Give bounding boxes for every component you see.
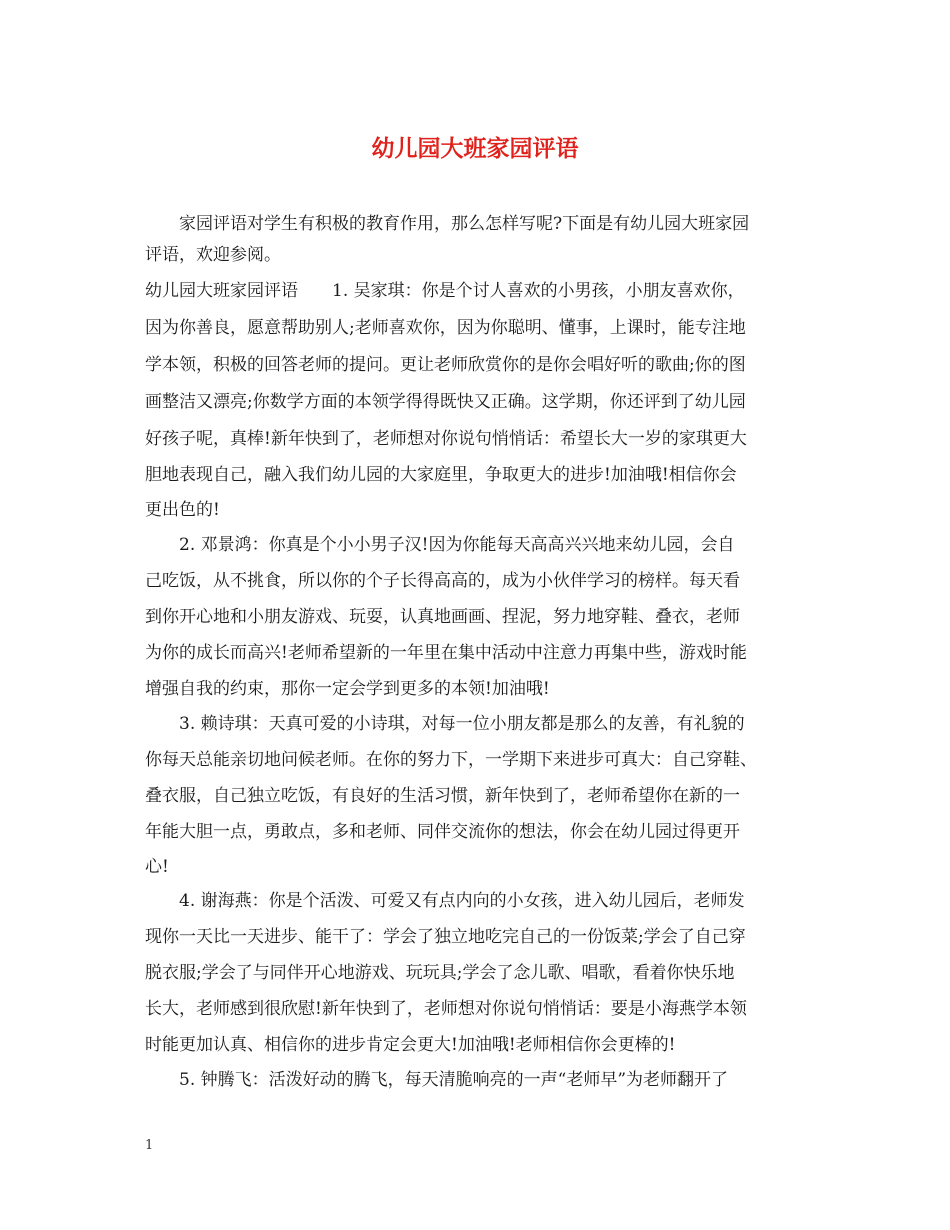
document-title: 幼儿园大班家园评语 xyxy=(371,135,579,162)
text-line: 胆地表现自己，融入我们幼儿园的大家庭里，争取更大的进步!加油哦!相信你会 xyxy=(145,465,737,485)
text-line: 5. 钟腾飞：活泼好动的腾飞，每天清脆响亮的一声“老师早”为老师翻开了 xyxy=(179,1070,729,1090)
text-line: 为你的成长而高兴!老师希望新的一年里在集中活动中注意力再集中些，游戏时能 xyxy=(145,643,747,663)
text-line: 增强自我的约束，那你一定会学到更多的本领!加油哦! xyxy=(145,679,550,699)
text-line: 2. 邓景鸿：你真是个小小男子汉!因为你能每天高高兴兴地来幼儿园，会自 xyxy=(179,535,735,555)
text-line: 幼儿园大班家园评语 1. 吴家琪：你是个讨人喜欢的小男孩，小朋友喜欢你， xyxy=(145,281,745,301)
text-line: 学本领，积极的回答老师的提问。更让老师欣赏你的是你会唱好听的歌曲;你的图 xyxy=(145,355,746,375)
text-line: 长大，老师感到很欣慰!新年快到了，老师想对你说句悄悄话：要是小海燕学本领 xyxy=(145,999,747,1019)
text-line: 到你开心地和小朋友游戏、玩耍，认真地画画、捏泥，努力地穿鞋、叠衣，老师 xyxy=(145,607,740,627)
text-line: 心! xyxy=(145,857,169,877)
text-line: 家园评语对学生有积极的教育作用，那么怎样写呢?下面是有幼儿园大班家园 xyxy=(179,214,750,234)
text-line: 画整洁又漂亮;你数学方面的本领学得得既快又正确。这学期，你还评到了幼儿园 xyxy=(145,392,746,412)
page-number: 1 xyxy=(145,1138,154,1153)
text-line: 3. 赖诗琪：天真可爱的小诗琪，对每一位小朋友都是那么的友善，有礼貌的 xyxy=(179,714,745,734)
text-line: 因为你善良，愿意帮助别人;老师喜欢你，因为你聪明、懂事，上课时，能专注地 xyxy=(145,318,746,338)
text-line: 叠衣服，自己独立吃饭，有良好的生活习惯，新年快到了，老师希望你在新的一 xyxy=(145,786,740,806)
text-line: 现你一天比一天进步、能干了：学会了独立地吃完自己的一份饭菜;学会了自己穿 xyxy=(145,927,746,947)
text-line: 评语，欢迎参阅。 xyxy=(145,245,281,265)
text-line: 时能更加认真、相信你的进步肯定会更大!加油哦!老师相信你会更棒的! xyxy=(145,1035,676,1055)
text-line: 好孩子呢，真棒!新年快到了，老师想对你说句悄悄话：希望长大一岁的家琪更大 xyxy=(145,429,747,449)
text-line: 你每天总能亲切地问候老师。在你的努力下，一学期下来进步可真大：自己穿鞋、 xyxy=(145,750,757,770)
text-line: 4. 谢海燕：你是个活泼、可爱又有点内向的小女孩，进入幼儿园后，老师发 xyxy=(179,891,745,911)
text-line: 脱衣服;学会了与同伴开心地游戏、玩玩具;学会了念儿歌、唱歌，看着你快乐地 xyxy=(145,963,735,983)
text-line: 更出色的! xyxy=(145,500,220,520)
text-line: 年能大胆一点，勇敢点，多和老师、同伴交流你的想法，你会在幼儿园过得更开 xyxy=(145,822,740,842)
text-line: 己吃饭，从不挑食，所以你的个子长得高高的，成为小伙伴学习的榜样。每天看 xyxy=(145,571,740,591)
